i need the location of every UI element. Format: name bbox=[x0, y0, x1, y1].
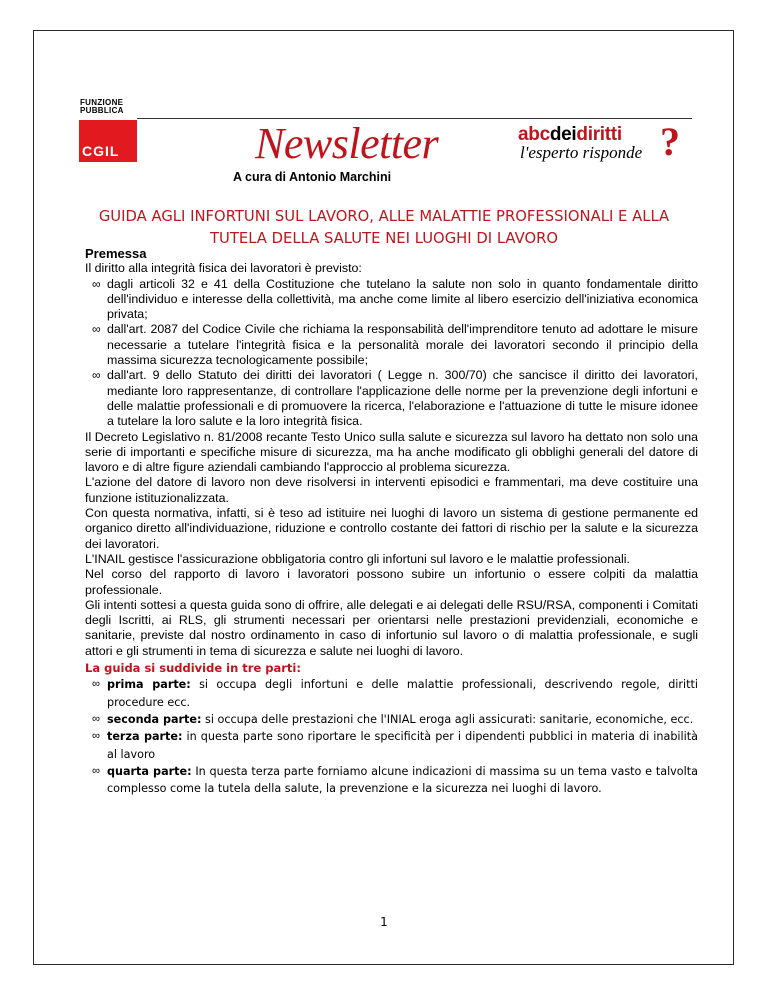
paragraph: L'azione del datore di lavoro non deve risolversi in interventi episodici e frammentari, ma deve costituire una funzione istituzionalizzata. bbox=[85, 475, 698, 505]
abc-text: abc bbox=[518, 124, 550, 145]
bullet-icon: ∞ bbox=[92, 764, 100, 777]
list-item-text: dall'art. 9 dello Statuto dei diritti dei lavoratori ( Legge n. 300/70) che sancisce il diritto dei lavoratori, mediante loro rappresentanze, di controllare l'applicazione delle norme per la prevenzione degli infortuni e delle malattie professionali e di promuovere la ricerca, l'elaborazione e l'attuazione di tutte le misure idonee a tutelare la loro salute e la loro integrità fisica. bbox=[107, 368, 698, 429]
part-text: si occupa delle prestazioni che l'INIAL eroga agli assicurati: sanitarie, economiche, ecc. bbox=[201, 712, 694, 726]
paragraph: L'INAIL gestisce l'assicurazione obbligatoria contro gli infortuni sul lavoro e le malattie professionali. bbox=[85, 551, 630, 566]
bullet-icon: ∞ bbox=[92, 712, 100, 725]
question-mark-icon: ? bbox=[660, 119, 680, 164]
list-item bbox=[92, 763, 698, 798]
part-label: prima parte: bbox=[107, 678, 191, 692]
bullet-icon: ∞ bbox=[92, 322, 101, 337]
dei-text: dei bbox=[549, 124, 577, 145]
premessa-heading: Premessa bbox=[85, 246, 147, 261]
premessa-intro: Il diritto alla integrità fisica dei lavoratori è previsto: bbox=[85, 261, 362, 276]
newsletter-title: Newsletter bbox=[255, 119, 439, 168]
diritti-text: diritti bbox=[576, 124, 622, 145]
part-label: seconda parte: bbox=[107, 712, 202, 726]
part-text: in questa parte sono riportare le specificità per i dipendenti pubblici in materia di inabilità al lavoro bbox=[107, 730, 698, 761]
logo-brand-text: CGIL bbox=[82, 143, 120, 159]
list-item bbox=[92, 728, 698, 763]
premessa-list bbox=[85, 277, 698, 430]
logo-bottom-text: PUBBLICA bbox=[80, 106, 124, 115]
logo-top-text: FUNZIONE bbox=[80, 98, 124, 107]
list-item bbox=[92, 368, 698, 429]
logo-funzione-pubblica bbox=[80, 99, 124, 115]
list-item bbox=[92, 322, 698, 368]
title-line-1: GUIDA AGLI INFORTUNI SUL LAVORO, ALLE MALATTIE PROFESSIONALI E ALLA bbox=[98, 208, 670, 225]
guida-parts-list bbox=[85, 676, 698, 797]
list-item bbox=[92, 711, 698, 728]
page-number: 1 bbox=[380, 915, 388, 929]
document-title bbox=[60, 206, 708, 250]
paragraph: Il Decreto Legislativo n. 81/2008 recante Testo Unico sulla salute e sicurezza sul lavoro ha dettato non solo una serie di importanti e specifiche misure di sicurezza, ma ha anche modificato gli obblighi generali del datore di lavoro e di altre figure aziendali cambiando l'approccio al problema sicurezza. bbox=[85, 429, 698, 475]
part-text: si occupa degli infortuni e delle malattie professionali, descrivendo regole, diritti procedure ecc. bbox=[107, 678, 698, 709]
paragraph: Nel corso del rapporto di lavoro i lavoratori possono subire un infortunio o essere colpiti da malattia professionale. bbox=[85, 567, 698, 597]
part-text: In questa terza parte forniamo alcune indicazioni di massima su un tema vasto e talvolta complesso come la tutela della salute, la prevenzione e la sicurezza nei luoghi di lavoro. bbox=[107, 764, 698, 796]
guida-heading: La guida si suddivide in tre parti: bbox=[85, 661, 301, 676]
paragraph: Gli intenti sottesi a questa guida sono di offrire, alle delegati e ai delegati delle RSU/RSA, componenti i Comitati degli Iscritti, ai RLS, gli strumenti necessari per orientarsi nelle prestazioni previdenziali, economiche e sanitarie, previste dal nostro ordinamento in caso di infortunio sul lavoro o di malattia professionale, e sugli attori e gli strumenti in tema di sicurezza e salute nei luoghi di lavoro. bbox=[85, 597, 698, 658]
bullet-icon: ∞ bbox=[92, 368, 101, 383]
abc-dei-diritti-logo bbox=[510, 119, 690, 164]
paragraph: Con questa normativa, infatti, si è teso ad istituire nei luoghi di lavoro un sistema di gestione permanente ed organico diretto all'individuazione, riduzione e controllo costante dei fattori di rischio per la salute e la sicurezza dei lavoratori. bbox=[85, 506, 698, 551]
list-item bbox=[92, 676, 698, 711]
abc-subtitle: l'esperto risponde bbox=[520, 143, 643, 162]
bullet-icon: ∞ bbox=[92, 730, 100, 743]
list-item-text: dagli articoli 32 e 41 della Costituzione che tutelano la salute non solo in quanto fondamentale diritto dell'individuo e interesse della collettività, ma anche come limite al libero esercizio dell'iniziativa economica privata; bbox=[107, 276, 698, 322]
title-line-2: TUTELA DELLA SALUTE NEI LUOGHI DI LAVORO bbox=[209, 230, 559, 247]
bullet-icon: ∞ bbox=[92, 276, 101, 291]
part-label: quarta parte: bbox=[107, 764, 192, 778]
document-body bbox=[85, 246, 698, 797]
list-item bbox=[92, 276, 698, 323]
list-item-text: dall'art. 2087 del Codice Civile che richiama la responsabilità dell'imprenditore tenuto ad adottare le misure necessarie a tutelare l'integrità fisica e la personalità morale dei lavoratori secondo il principio della massima sicurezza tecnologicamente possibile; bbox=[107, 322, 698, 368]
part-label: terza parte: bbox=[107, 730, 183, 744]
bullet-icon: ∞ bbox=[92, 678, 100, 691]
curator-text: A cura di Antonio Marchini bbox=[233, 170, 392, 184]
